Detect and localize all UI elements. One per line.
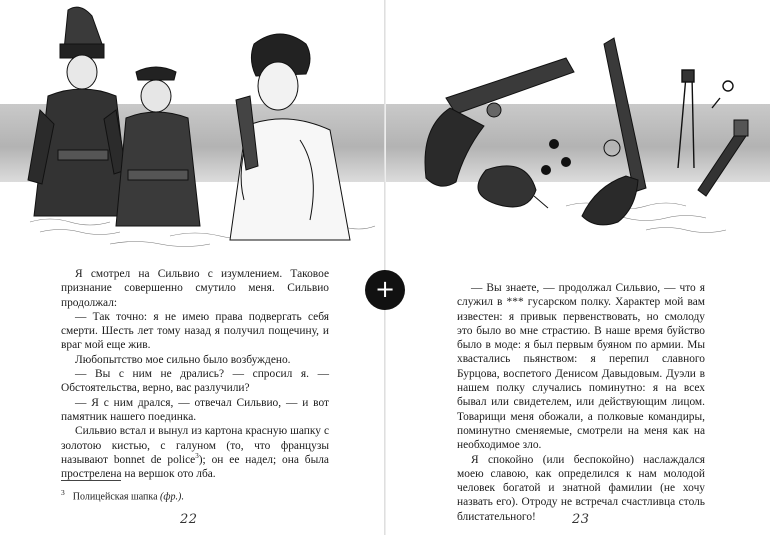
officer-middle <box>116 67 200 226</box>
illustration-officers-and-silvio <box>0 0 385 262</box>
paragraph: — Так точно: я не имею права подвергать себя смерти. Шесть лет тому назад я получил пощечину, и враг мой еще жив. <box>61 310 329 352</box>
footnote-mark: 3 <box>61 488 65 497</box>
paragraph: Я спокойно (или беспокойно) наслаждался моею славою, как определился к нам молодой человек богатой и знатной фамилии (не хочу назвать его). Отроду не встречал счастливца столь блистательного! <box>457 453 705 523</box>
paragraph: Я смотрел на Сильвио с изумлением. Таковое признание совершенно смутило меня. Сильвио продолжал: <box>61 268 329 309</box>
paragraph: Любопытство мое сильно было возбуждено. <box>75 353 291 366</box>
add-button[interactable] <box>365 270 405 310</box>
footnote-end: . <box>181 491 184 503</box>
footnote <box>61 487 329 503</box>
footnote-lang: (фр.) <box>160 491 182 503</box>
brush-icon <box>698 120 748 196</box>
key-icon <box>712 81 733 108</box>
bullets-icon <box>541 139 571 175</box>
footnote-ref[interactable]: 3 <box>195 452 199 461</box>
powder-flask-icon <box>478 166 548 208</box>
left-page-text <box>61 267 329 481</box>
right-page <box>386 0 770 535</box>
paragraph: — Я с ним дрался, — отвечал Сильвио, — и вот памятник нашего поединка. <box>61 396 329 423</box>
paragraph: — Вы с ним не дрались? — спросил я. — Обстоятельства, верно, вас разлучили? <box>61 368 329 395</box>
paragraph-with-footnote <box>61 424 329 481</box>
footnote-divider <box>61 480 121 481</box>
page-number-left: 22 <box>180 512 198 527</box>
silvio-figure <box>230 34 350 240</box>
pistol-icon <box>582 38 646 225</box>
plus-icon: + <box>374 275 396 303</box>
illustration-pistols-and-tools <box>386 0 770 262</box>
paragraph: — Вы знаете, — продолжал Сильвио, — что я служил в *** гусарском полку. Характер мой вам известен: я привык первенствовать, но смолоду это было во мне страстию. В наше время буйство было в моде: я был первым буяном по армии. Мы хвастались пьянством: я перепил славного Бурцова, воспетого Денисом Давыдовым. Дуэли в нашем полку случались поминутно: я на всех бывал или свидетелем, или действующим лицом. Товарищи меня обожали, а полковые командиры, поминутно сменяемые, смотрели на меня как на необходимое зло. <box>457 282 705 452</box>
paragraph-text: ); он ее надел; она была прострелена на вершок ото лба. <box>61 453 329 481</box>
right-page-text <box>457 281 705 524</box>
officer-left <box>28 7 130 216</box>
page-number-right: 23 <box>572 512 590 527</box>
paragraph-text: Сильвио встал и вынул из картона красную шапку с золотою кистью, с галуном (то, что французы называют bonnet de police <box>61 425 329 466</box>
tongs-icon <box>678 70 694 168</box>
footnote-text: Полицейская шапка <box>72 491 161 503</box>
